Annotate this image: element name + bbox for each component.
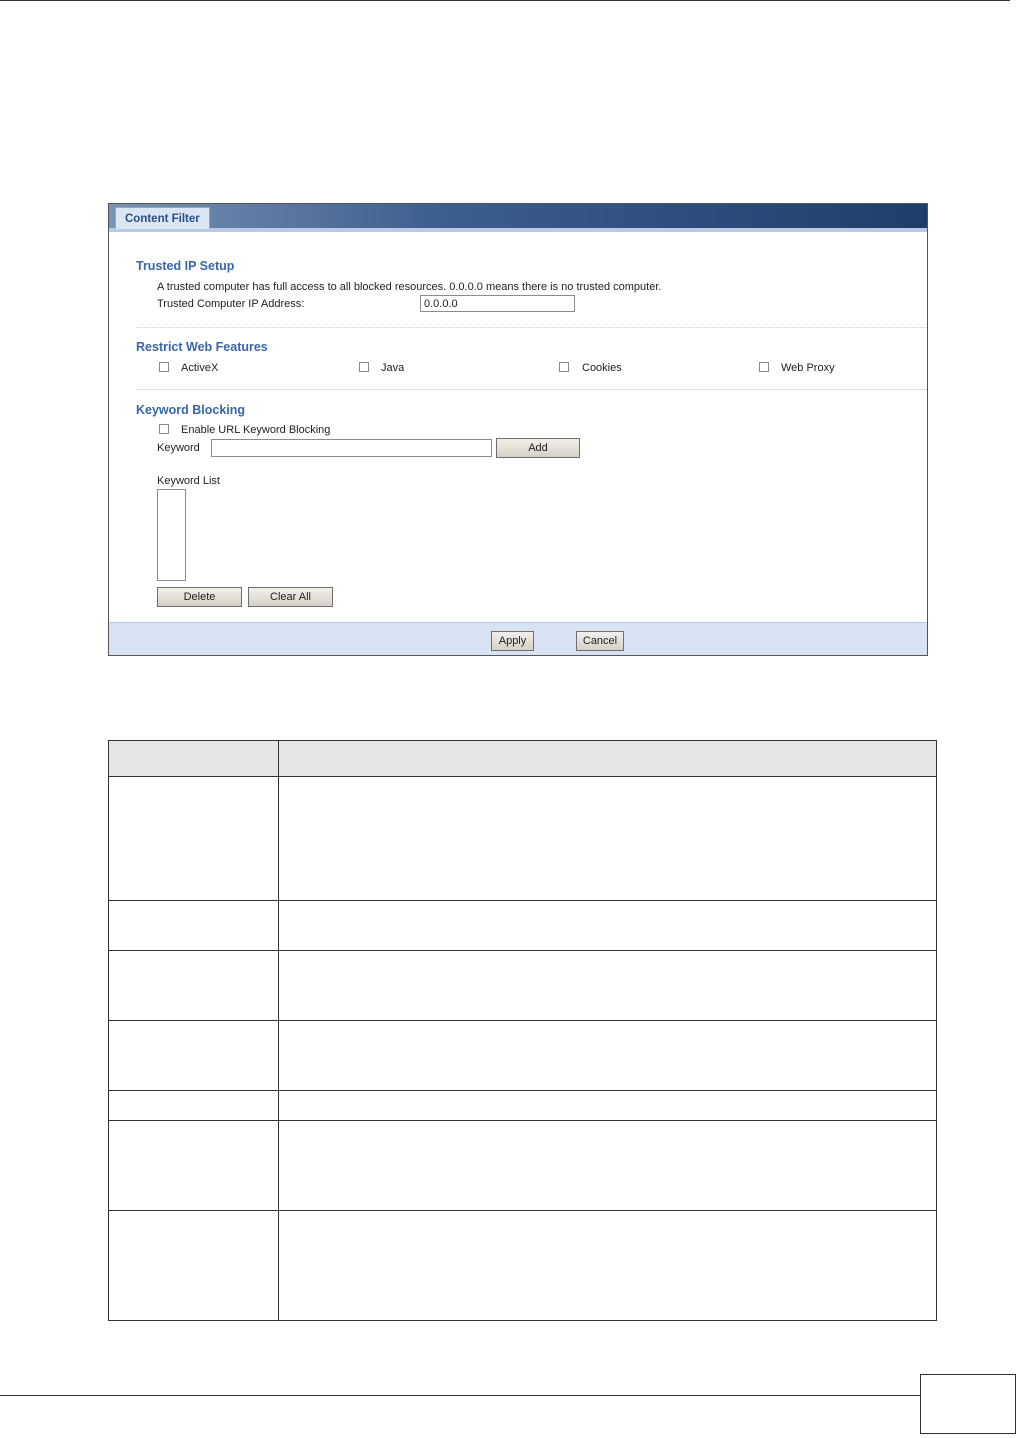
table-row-divider	[109, 1090, 936, 1091]
activex-checkbox[interactable]	[159, 362, 169, 372]
table-row-divider	[109, 776, 936, 777]
table-row-divider	[109, 900, 936, 901]
panel-footer	[109, 622, 927, 655]
add-button[interactable]: Add	[496, 438, 580, 458]
apply-button[interactable]: Apply	[491, 631, 534, 651]
enable-url-keyword-blocking-checkbox[interactable]	[159, 424, 169, 434]
section-divider	[136, 389, 927, 390]
section-divider	[136, 327, 927, 328]
table-header-row	[109, 741, 936, 777]
activex-label: ActiveX	[181, 362, 219, 374]
web-proxy-checkbox[interactable]	[759, 362, 769, 372]
java-checkbox[interactable]	[359, 362, 369, 372]
table-row-divider	[109, 1020, 936, 1021]
page-number-box	[920, 1374, 1016, 1434]
tab-bar	[109, 204, 927, 228]
enable-url-keyword-blocking-label: Enable URL Keyword Blocking	[181, 424, 331, 436]
cookies-label: Cookies	[582, 362, 622, 374]
cookies-checkbox[interactable]	[559, 362, 569, 372]
tab-content-filter[interactable]: Content Filter	[115, 207, 210, 229]
table-row-divider	[109, 1120, 936, 1121]
footer-rule	[0, 1395, 920, 1396]
table-column-divider	[278, 741, 279, 1320]
trusted-ip-label: Trusted Computer IP Address:	[157, 298, 305, 310]
field-description-table	[108, 740, 937, 1321]
table-row-divider	[109, 950, 936, 951]
delete-button[interactable]: Delete	[157, 587, 242, 607]
java-label: Java	[381, 362, 405, 374]
header-rule	[0, 0, 1010, 1]
keyword-list-label: Keyword List	[157, 475, 220, 487]
clear-all-button[interactable]: Clear All	[248, 587, 333, 607]
keyword-label: Keyword	[157, 442, 200, 454]
tab-bar-underline	[109, 228, 927, 232]
trusted-ip-address-input[interactable]	[420, 295, 575, 312]
trusted-ip-setup-title: Trusted IP Setup	[136, 259, 235, 273]
keyword-list-box[interactable]	[157, 489, 186, 581]
keyword-blocking-title: Keyword Blocking	[136, 403, 246, 417]
web-proxy-label: Web Proxy	[781, 362, 835, 374]
content-filter-panel	[108, 203, 928, 656]
restrict-web-features-title: Restrict Web Features	[136, 340, 268, 354]
cancel-button[interactable]: Cancel	[576, 631, 624, 651]
trusted-ip-description: A trusted computer has full access to all blocked resources. 0.0.0.0 means there is no trusted computer.	[157, 281, 662, 293]
table-row-divider	[109, 1210, 936, 1211]
keyword-input[interactable]	[211, 439, 492, 457]
